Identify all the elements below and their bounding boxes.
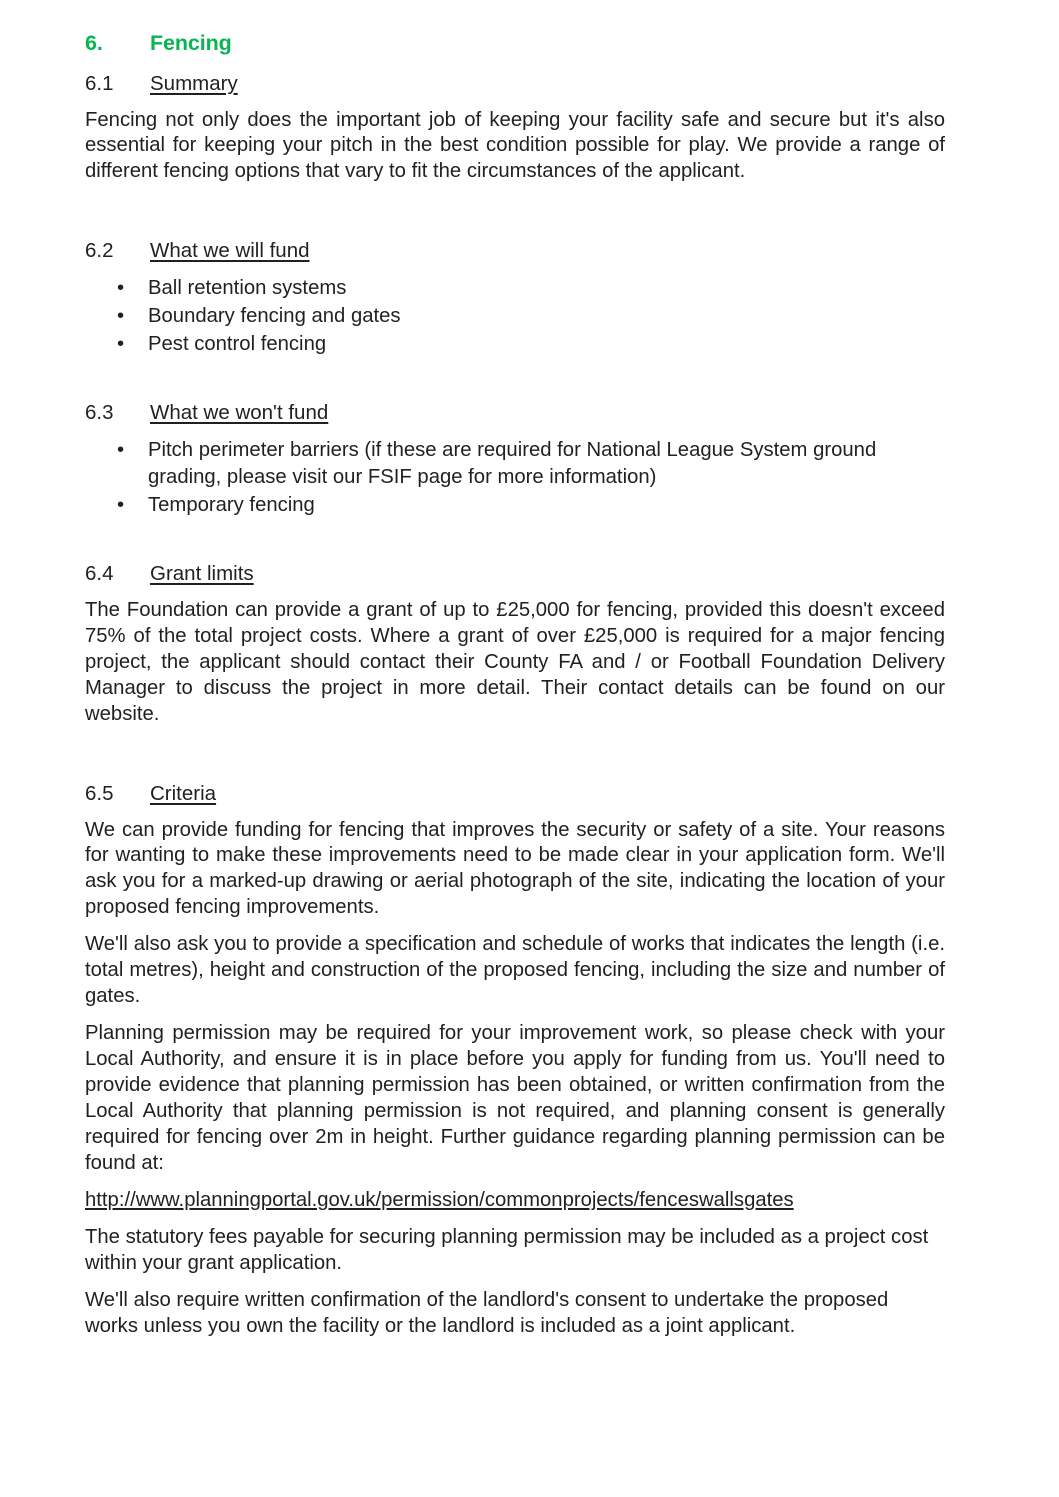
list-what-we-will-fund xyxy=(85,275,945,357)
subsection-heading-what-we-wont-fund xyxy=(85,400,945,427)
planning-portal-link[interactable]: http://www.planningportal.gov.uk/permission/commonprojects/fenceswallsgates xyxy=(85,1189,794,1212)
bullet-icon: • xyxy=(117,304,125,327)
list-item-label: Temporary fencing xyxy=(148,493,315,516)
subsection-title-6-4: Grant limits xyxy=(150,562,254,586)
section-spacer xyxy=(85,739,945,781)
list-item-label: Pitch perimeter barriers (if these are required for National League System ground grading, please visit our FSIF page for more information) xyxy=(148,439,877,488)
list-item-label: Pest control fencing xyxy=(148,332,327,355)
list-item xyxy=(85,303,945,330)
subsection-heading-summary xyxy=(85,71,945,98)
paragraph-criteria-3: Planning permission may be required for your improvement work, so please check with your Local Authority, and ensure it is in place before you apply for funding from us. You'll need to provide evidence that planning permission has been obtained, or written confirmation from the Local Authority that planning permission is not required, and planning consent is generally required for fencing over 2m in height. Further guidance regarding planning permission can be found at: xyxy=(85,1022,945,1175)
list-item xyxy=(85,437,945,491)
document-content xyxy=(85,30,945,1340)
list-what-we-wont-fund xyxy=(85,437,945,518)
paragraph-statutory-fees: The statutory fees payable for securing planning permission may be included as a project cost within your grant application. xyxy=(85,1226,929,1275)
section-spacer xyxy=(85,196,945,238)
list-item xyxy=(85,275,945,302)
paragraph-summary: Fencing not only does the important job of keeping your facility safe and secure but it's also essential for keeping your pitch in the best condition possible for play. We provide a range of different fencing options that vary to fit the circumstances of the applicant. xyxy=(85,108,945,183)
subsection-heading-what-we-will-fund xyxy=(85,238,945,265)
list-item xyxy=(85,331,945,358)
list-item xyxy=(85,492,945,519)
subsection-heading-criteria xyxy=(85,781,945,808)
section-spacer xyxy=(85,519,945,561)
section-number: 6. xyxy=(85,31,103,55)
paragraph-landlord-consent: We'll also require written confirmation of the landlord's consent to undertake the proposed works unless you own the facility or the landlord is included as a joint applicant. xyxy=(85,1289,889,1337)
list-item-label: Boundary fencing and gates xyxy=(148,304,401,327)
paragraph-criteria-1: We can provide funding for fencing that improves the security or safety of a site. Your reasons for wanting to make these improvements need to be made clear in your application form. We'll ask you for a marked-up drawing or aerial photograph of the site, indicating the location of your proposed fencing improvements. xyxy=(85,818,945,919)
subsection-title-6-3: What we won't fund xyxy=(150,401,329,425)
subsection-title-6-1: Summary xyxy=(150,71,238,95)
subsection-number-6-2: 6.2 xyxy=(85,239,114,263)
section-title: Fencing xyxy=(150,31,232,55)
bullet-icon: • xyxy=(117,332,125,355)
section-heading-fencing xyxy=(85,30,945,57)
subsection-title-6-2: What we will fund xyxy=(150,239,310,263)
list-item-label: Ball retention systems xyxy=(148,277,347,300)
subsection-number-6-5: 6.5 xyxy=(85,781,114,805)
subsection-number-6-3: 6.3 xyxy=(85,401,114,425)
bullet-icon: • xyxy=(117,439,125,462)
paragraph-criteria-2: We'll also ask you to provide a specification and schedule of works that indicates the length (i.e. total metres), height and construction of the proposed fencing, including the size and number of gates. xyxy=(85,933,945,1008)
subsection-number-6-4: 6.4 xyxy=(85,562,114,586)
bullet-icon: • xyxy=(117,493,125,516)
subsection-number-6-1: 6.1 xyxy=(85,71,114,95)
subsection-title-6-5: Criteria xyxy=(150,781,217,805)
subsection-heading-grant-limits xyxy=(85,561,945,588)
section-spacer xyxy=(85,358,945,400)
planning-portal-link-wrapper xyxy=(85,1188,945,1214)
bullet-icon: • xyxy=(117,277,125,300)
paragraph-grant-limits: The Foundation can provide a grant of up to £25,000 for fencing, provided this doesn't exceed 75% of the total project costs. Where a grant of over £25,000 is required for a major fencing project, the applicant should contact their County FA and / or Football Foundation Delivery Manager to discuss the project in more detail. Their contact details can be found on our website. xyxy=(85,599,945,725)
